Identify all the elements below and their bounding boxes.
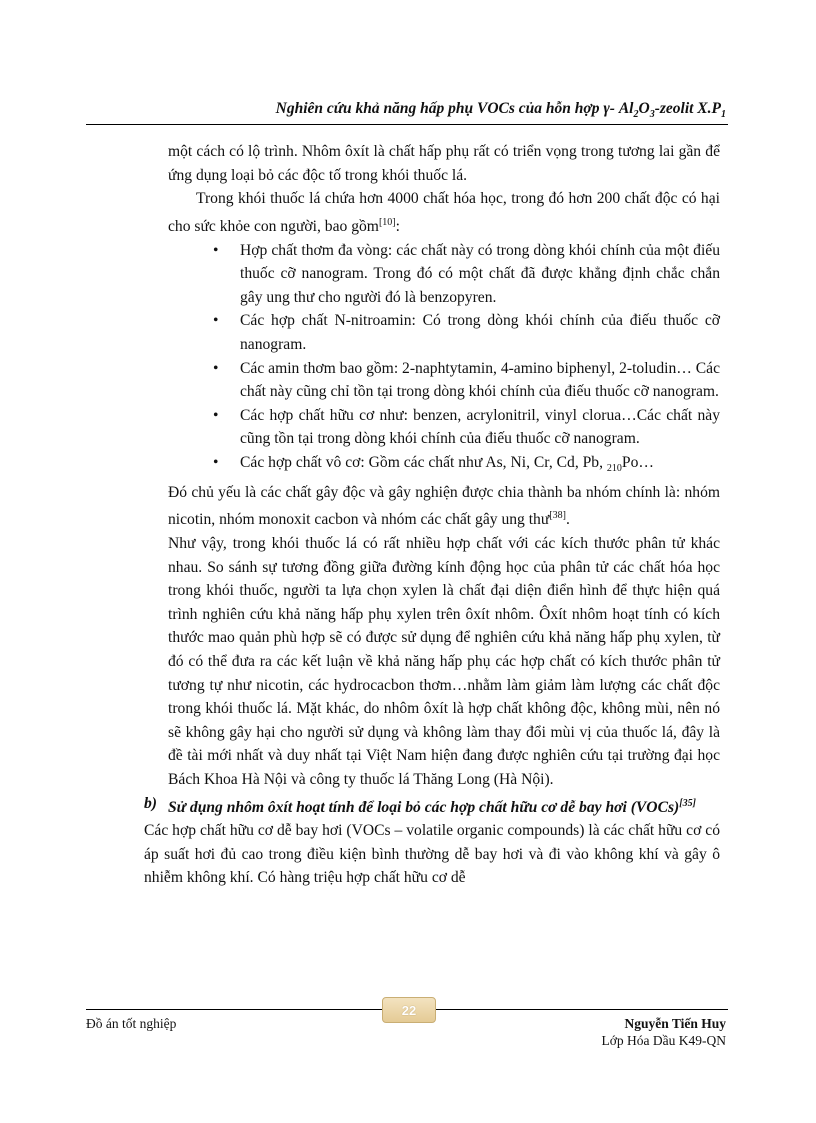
list-item: • Hợp chất thơm đa vòng: các chất này có trong dòng khói chính của một điếu thuốc cỡ nanogram. Trong đó có một chất đã được khẳng định chắc chắn gây ung thư cho người đó là benzopyren. — [168, 239, 720, 310]
list-item: • Các hợp chất vô cơ: Gồm các chất như As, Ni, Cr, Cd, Pb, $_{210}$Po… — [168, 451, 720, 481]
header-rule — [86, 124, 728, 125]
section-heading-b: b) Sử dụng nhôm ôxít hoạt tính để loại bỏ các hợp chất hữu cơ dễ bay hơi (VOCs)[35] — [144, 794, 696, 816]
list-item: • Các hợp chất N-nitroamin: Có trong dòng khói chính của điếu thuốc cỡ nanogram. — [168, 309, 720, 356]
paragraph-1: một cách có lộ trình. Nhôm ôxít là chất hấp phụ rất có triển vọng trong tương lai gần để ứng dụng loại bỏ các độc tố trong khói thuốc lá. — [168, 143, 720, 184]
bullet-icon: • — [213, 359, 219, 377]
paragraph-3: Đó chủ yếu là các chất gây độc và gây nghiện được chia thành ba nhóm chính là: nhóm nicotin, nhóm monoxit cacbon và nhóm các chất gây ung thư[38]. — [168, 483, 720, 529]
citation-38: [38] — [549, 510, 566, 522]
page-body — [144, 140, 720, 890]
bullet-icon: • — [213, 453, 219, 471]
citation-35: [35] — [679, 797, 696, 809]
bullet-icon: • — [213, 312, 219, 330]
paragraph-4: Như vậy, trong khói thuốc lá có rất nhiều hợp chất với các kích thước phân tử khác nhau. So sánh sự tương đồng giữa đường kính động học của phân tử các chất hóa học trong khói thuốc, người ta lựa chọn xylen là chất đại diện điển hình để thực hiện quá trình nghiên cứu khả năng hấp phụ xylen trên ôxít nhôm. Ôxít nhôm hoạt tính có kích thước mao quản phù hợp sẽ có được sử dụng để nghiên cứu khả năng hấp phụ xylen, từ đó có thể đưa ra các kết luận về khả năng hấp phụ các hợp chất có kích thước phân tử tương tự như nicotin, các hydrocacbon thơm…nhằm làm giảm làm lượng các chất độc trong khói thuốc lá. Mặt khác, do nhôm ôxít là hợp chất không độc, không mùi, nên nó sẽ không gây hại cho người sử dụng và không làm thay đổi mùi vị của thuốc lá, đây là đề tài mới nhất và duy nhất tại Việt Nam hiện đang được nghiên cứu tại trường đại học Bách Khoa Hà Nội và công ty thuốc lá Thăng Long (Hà Nội). — [168, 534, 720, 788]
bullet-icon: • — [213, 241, 219, 259]
bullet-icon: • — [213, 406, 219, 424]
footer-author: Nguyễn Tiến Huy — [624, 1016, 726, 1031]
citation-10: [10] — [378, 216, 396, 228]
page-number-badge: 22 — [382, 997, 436, 1023]
list-item: • Các hợp chất hữu cơ như: benzen, acrylonitril, vinyl clorua…Các chất này cũng tồn tại trong dòng khói chính của điếu thuốc cỡ nanogram. — [168, 404, 720, 451]
list-item: • Các amin thơm bao gồm: 2-naphtytamin, 4-amino biphenyl, 2-toludin… Các chất này cũng chỉ tồn tại trong dòng khói chính của điếu thuốc cỡ nanogram. — [168, 357, 720, 404]
running-header-title: Nghiên cứu khả năng hấp phụ VOCs của hỗn hợp γ- $Al_2O_3$-zeolit $X.P_1$ — [275, 100, 726, 121]
paragraph-2: Trong khói thuốc lá chứa hơn 4000 chất hóa học, trong đó hơn 200 chất độc có hại cho sức khỏe con người, bao gồm[10]: — [168, 190, 720, 235]
footer-class: Lớp Hóa Dầu K49-QN — [601, 1033, 726, 1048]
toxin-list — [168, 239, 720, 481]
paragraph-5: Các hợp chất hữu cơ dễ bay hơi (VOCs – volatile organic compounds) là các chất hữu cơ có áp suất hơi đủ cao trong điều kiện bình thường dễ bay hơi và đi vào không khí và gây ô nhiễm không khí. Có hàng triệu hợp chất hữu cơ dễ — [144, 822, 720, 887]
footer-thesis-label: Đồ án tốt nghiệp — [86, 1016, 177, 1031]
